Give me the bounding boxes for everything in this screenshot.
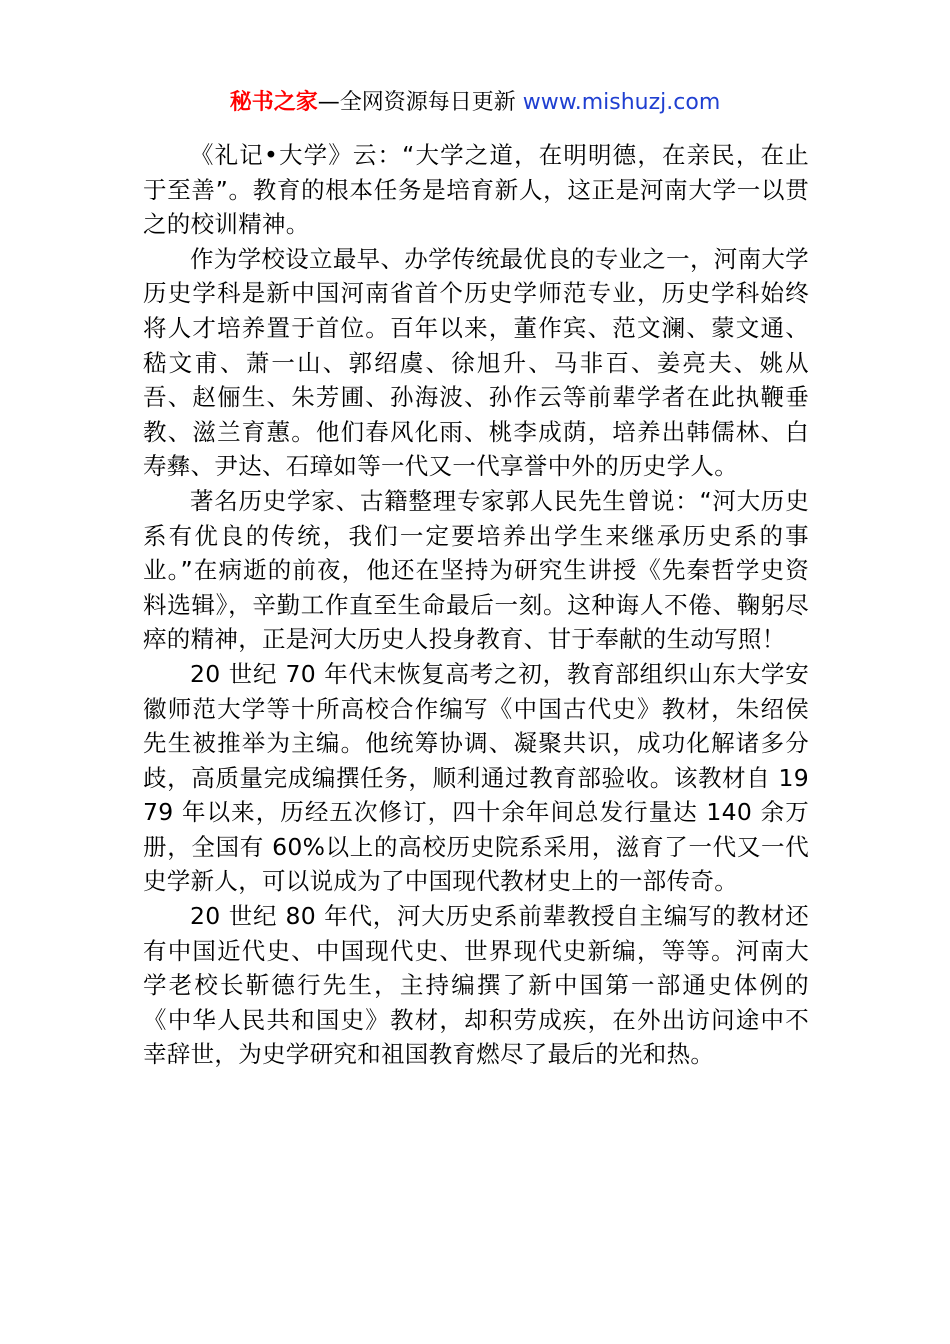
header-tagline: —全网资源每日更新: [317, 90, 516, 115]
paragraph-history-discipline: 作为学校设立最早、办学传统最优良的专业之一，河南大学历史学科是新中国河南省首个历史学师范专业，历史学科始终将人才培养置于首位。百年以来，董作宾、范文澜、蒙文通、嵇文甫、萧一山、郭绍虞、徐旭升、马非百、姜亮夫、姚从吾、赵俪生、朱芳圃、孙海波、孙作云等前辈学者在此执鞭垂教、滋兰育蕙。他们春风化雨、桃李成荫，培养出韩儒林、白寿彝、尹达、石璋如等一代又一代享誉中外的历史学人。: [143, 244, 809, 481]
brand-name: 秘书之家: [229, 90, 318, 115]
paragraph-guo-renmin: 著名历史学家、古籍整理专家郭人民先生曾说：“河大历史系有优良的传统，我们一定要培养出学生来继承历史系的事业。”在病逝的前夜，他还在坚持为研究生讲授《先秦哲学史资料选辑》，辛勤工作直至生命最后一刻。这种诲人不倦、鞠躬尽瘁的精神，正是河大历史人投身教育、甘于奉献的生动写照！: [143, 486, 809, 654]
article-body: [143, 138, 809, 1072]
page-header: [0, 86, 950, 120]
paragraph-textbook-1980s: 20 世纪 80 年代，河大历史系前辈教授自主编写的教材还有中国近代史、中国现代史、世界现代史新编，等等。河南大学老校长靳德行先生，主持编撰了新中国第一部通史体例的《中华人民共和国史》教材，却积劳成疾，在外出访问途中不幸辞世，为史学研究和祖国教育燃尽了最后的光和热。: [143, 902, 809, 1069]
header-url-link[interactable]: www.mishuzj.com: [522, 90, 721, 115]
paragraph-intro: 《礼记•大学》云：“大学之道，在明明德，在亲民，在止于至善”。教育的根本任务是培育新人，这正是河南大学一以贯之的校训精神。: [143, 141, 809, 239]
paragraph-textbook-1970s: 20 世纪 70 年代末恢复高考之初，教育部组织山东大学安徽师范大学等十所高校合作编写《中国古代史》教材，朱绍侯先生被推举为主编。他统筹协调、凝聚共识，成功化解诸多分歧，高质量完成编撰任务，顺利通过教育部验收。该教材自 1979 年以来，历经五次修订，四十余年间总发行量达 140 余万册，全国有 60%以上的高校历史院系采用，滋育了一代又一代史学新人，可以说成为了中国现代教材史上的一部传奇。: [143, 659, 809, 896]
